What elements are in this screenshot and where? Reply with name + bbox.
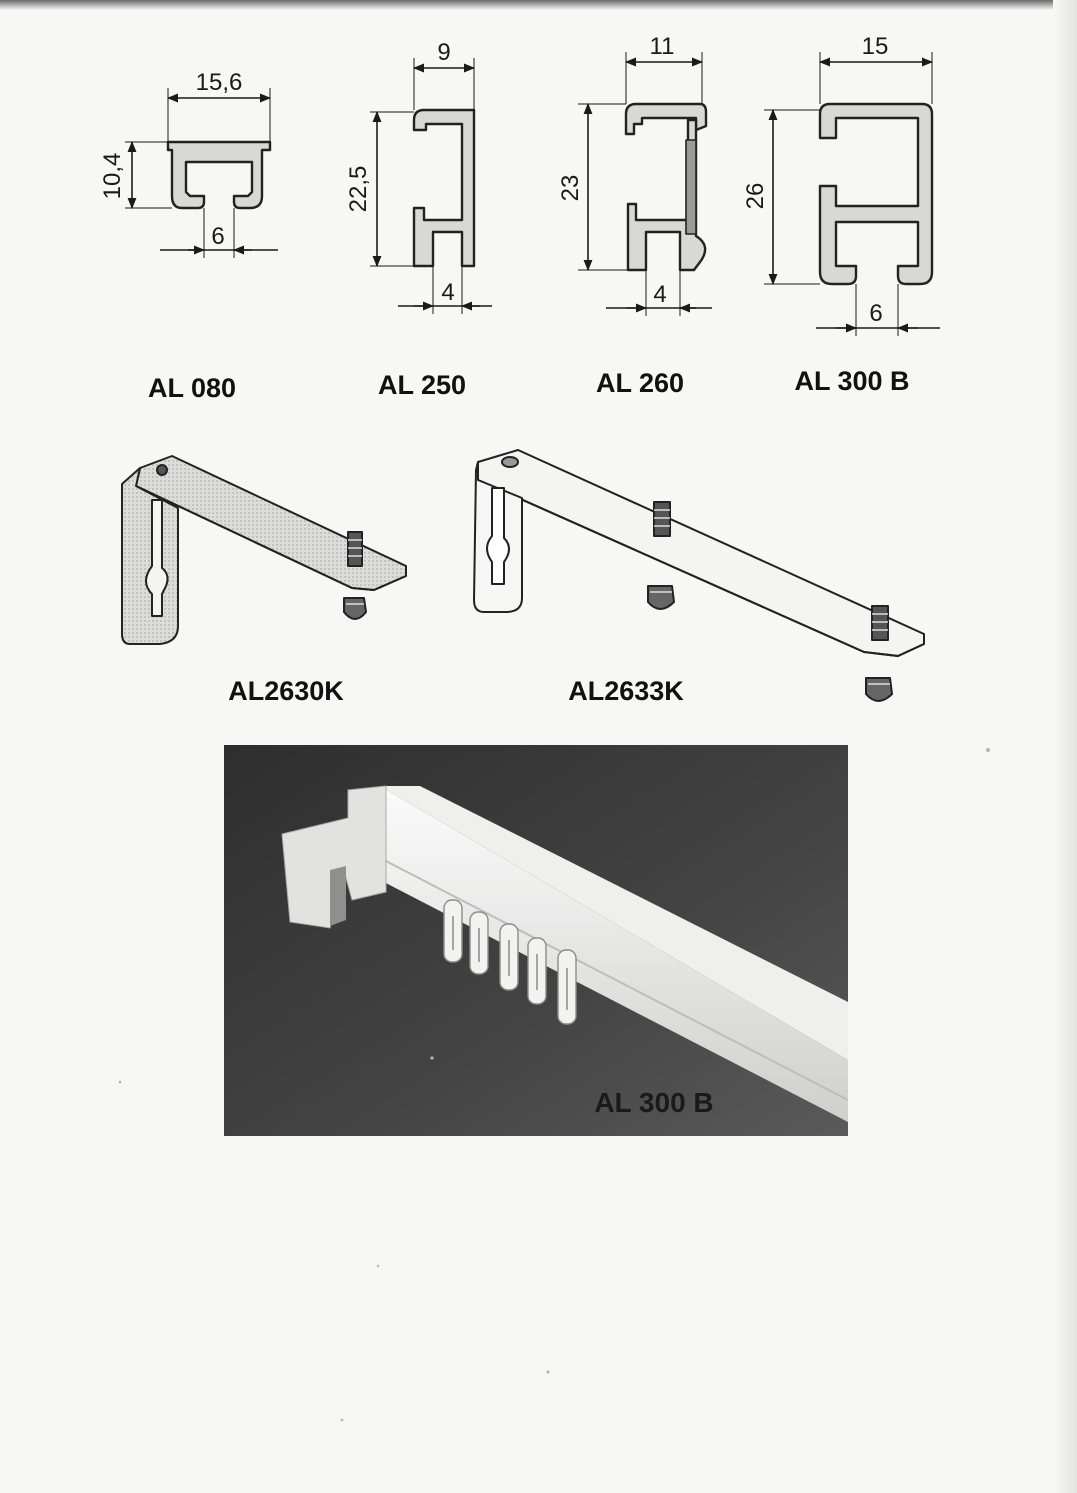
al260-label: AL 260: [595, 368, 685, 398]
al2633k-label: AL2633K: [568, 676, 684, 706]
al250-width-dim: 9: [437, 39, 451, 66]
bracket-al2633k: [474, 450, 924, 706]
al300b-opening-dim: 6: [869, 300, 883, 327]
al260-opening-dim: 4: [653, 281, 667, 308]
al2630k-label: AL2630K: [228, 676, 344, 706]
al080-opening-dim: 6: [211, 223, 225, 250]
al300b-height-dim: 26: [742, 182, 769, 210]
profile-al080-drawing: [168, 142, 270, 208]
profile-al300b: [742, 33, 940, 396]
al300b-label: AL 300 B: [794, 366, 910, 396]
al260-width-dim: 11: [649, 33, 675, 60]
profile-al080: [99, 69, 278, 403]
photo-label: AL 300 B: [594, 1087, 714, 1118]
al080-height-dim: 10,4: [99, 152, 126, 200]
al080-label: AL 080: [147, 373, 237, 403]
al300b-width-dim: 15: [861, 33, 889, 60]
al260-height-dim: 23: [557, 174, 584, 202]
profile-al250-drawing: [414, 110, 474, 266]
profile-al250: [345, 39, 492, 400]
bracket-al2630k-drawing: [122, 456, 406, 644]
profile-al300b-drawing: [820, 104, 932, 284]
profile-al260-drawing: [626, 104, 706, 270]
product-photo: [224, 745, 848, 1136]
al250-opening-dim: 4: [441, 279, 455, 306]
al250-height-dim: 22,5: [345, 165, 372, 213]
bracket-al2633k-drawing: [474, 450, 924, 701]
profile-al260: [557, 33, 712, 398]
al250-label: AL 250: [377, 370, 467, 400]
al080-width-dim: 15,6: [195, 69, 243, 96]
bracket-al2630k: [122, 456, 406, 706]
